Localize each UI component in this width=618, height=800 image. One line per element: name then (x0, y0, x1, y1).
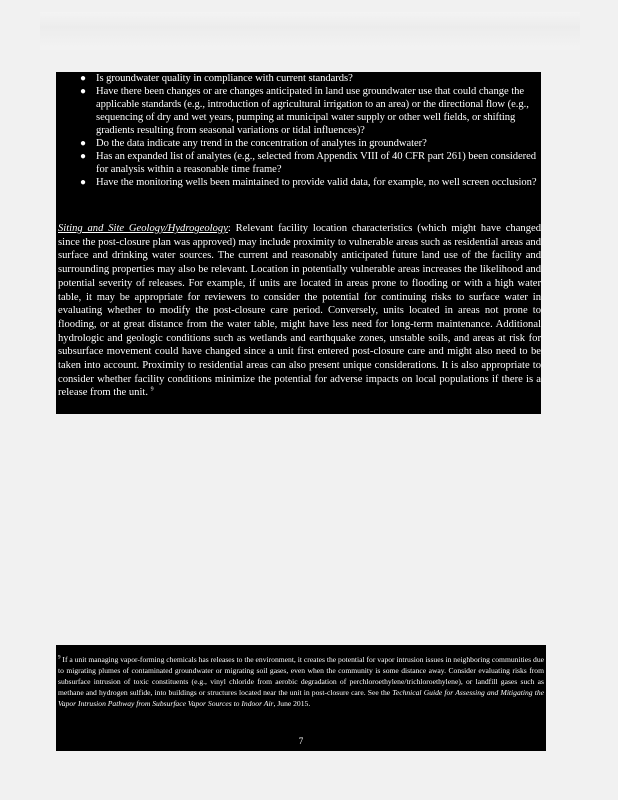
footnote (58, 655, 544, 710)
page-number: 7 (298, 736, 304, 746)
section-body: : Relevant facility location characteristics (which might have changed since the post-closure plan was approved) may include proximity to vulnerable areas such as residential areas and surface and drinking water sources. The current and reasonably anticipated future land use of the facility and surrounding properties may also be relevant. Location in potentially vulnerable areas increases the likelihood and potential severity of releases. For example, if units are located in areas prone to flooding or with a high water table, it may be appropriate for reviewers to consider the potential for continuing risks to surface water in evaluating whether to modify the post-closure care period. Conversely, units located in areas not prone to flooding, or at great distance from the water table, might have less need for long-term maintenance. Additional hydrologic and geologic conditions such as wetlands and earthquake zones, unstable soils, and areas at risk for subsurface movement could have changed since a unit first entered post-closure care and might also need to be taken into account. Proximity to residential areas can also present unique considerations. It is also appropriate to consider whether facility conditions minimize the potential for adverse impacts on local populations if there is a release from the unit. (58, 223, 542, 399)
question-list (56, 72, 541, 189)
footnote-citation: Technical Guide for Assessing and Mitigating the Vapor Intrusion Pathway from Subsurface Vapor Sources to Indoor Air (58, 687, 544, 708)
list-item: ● Has an expanded list of analytes (e.g., selected from Appendix VIII of 40 CFR part 261) been considered for analysis within a reasonable time frame? (80, 151, 537, 175)
footnote-tail: , June 2015. (273, 698, 311, 708)
list-item: ● Is groundwater quality in compliance with current standards? (80, 73, 353, 84)
bullet-icon: ● (80, 151, 86, 162)
footnote-marker: 9 (58, 655, 61, 661)
section-heading: Siting and Site Geology/Hydrogeology (58, 223, 228, 234)
scan-artifact (40, 12, 580, 50)
list-item: ● Have there been changes or are changes anticipated in land use groundwater use that could change the applicable standards (e.g., introduction of agricultural irrigation to an area) or the directional flow (e.g., sequencing of dry and wet years, pumping at municipal water supply or other well fields, or shifting gradients resulting from seasonal variations or tidal influences)? (80, 86, 529, 136)
bullet-icon: ● (80, 86, 86, 97)
bullet-icon: ● (80, 73, 86, 84)
footnote-block (56, 645, 546, 751)
bullet-icon: ● (80, 177, 86, 188)
main-text-block (56, 72, 541, 414)
list-item: ● Have the monitoring wells been maintained to provide valid data, for example, no well screen occlusion? (80, 177, 537, 188)
footnote-text: If a unit managing vapor-forming chemicals has releases to the environment, it creates the potential for vapor intrusion issues in neighboring communities due to migrating plumes of contaminated groundwater or migrating soil gases, even when the community is some distance away. Consider evaluating risks from subsurface intrusion of toxic constituents (e.g., vinyl chloride from aerobic degradation of perchloroethylene/trichloroethylene), or landfill gases such as methane and hydrogen sulfide, into buildings or structures located near the unit in post-closure care. See the (58, 655, 544, 697)
siting-paragraph (58, 222, 541, 400)
bullet-icon: ● (80, 138, 86, 149)
footnote-reference[interactable]: 9 (150, 386, 154, 393)
list-item: ● Do the data indicate any trend in the concentration of analytes in groundwater? (80, 138, 427, 149)
